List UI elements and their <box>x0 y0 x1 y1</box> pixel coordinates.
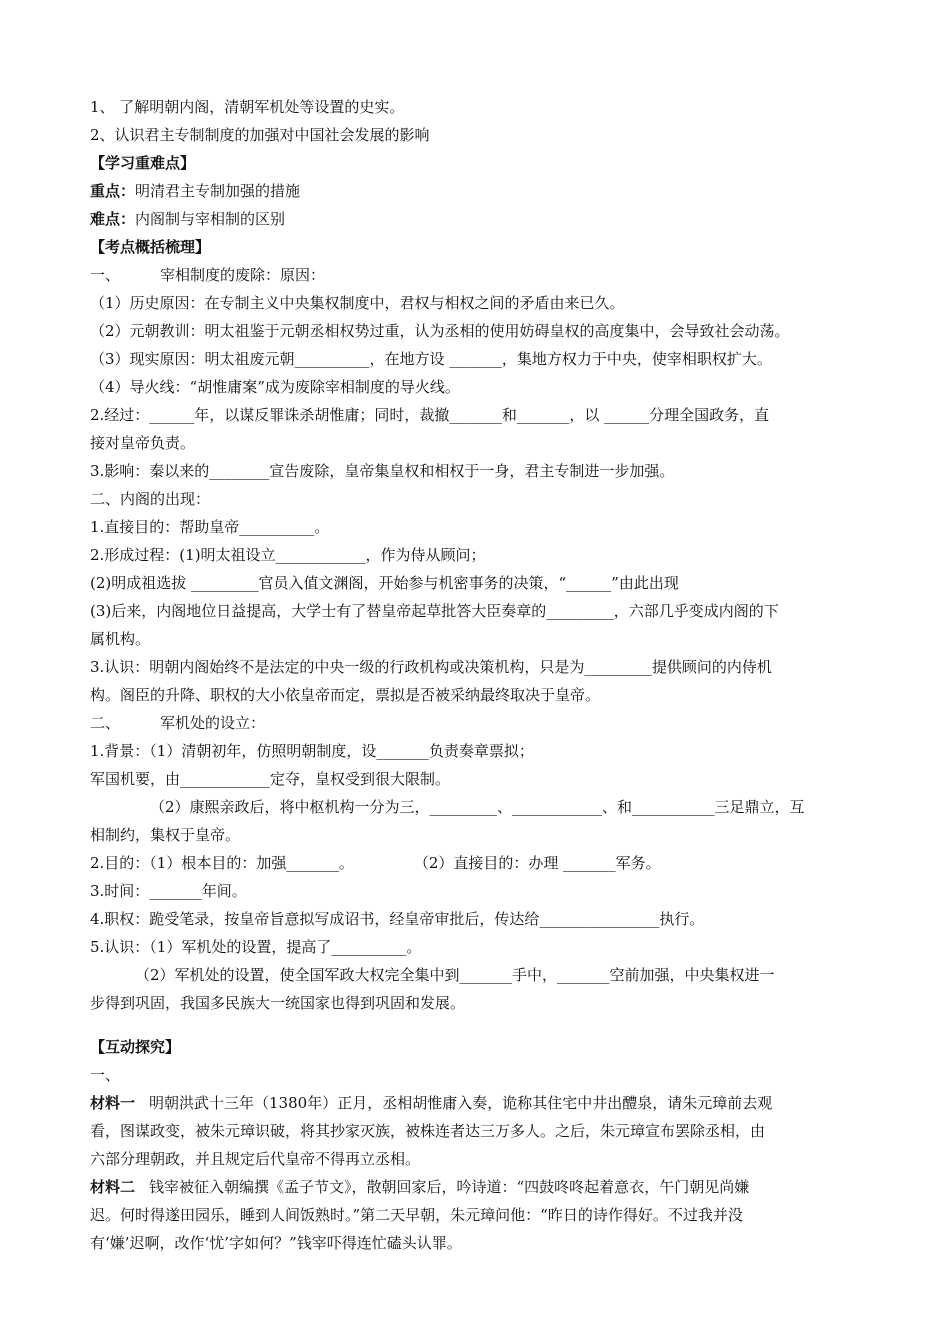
council-purpose-root: 2.目的：（1）根本目的：加强_______。 <box>90 854 354 872</box>
process-line-2: 接对皇帝负责。 <box>90 434 196 452</box>
key-points-heading: 【学习重难点】 <box>90 154 196 172</box>
objective-2: 2、认识君主专制制度的加强对中国社会发展的影响 <box>90 126 430 144</box>
focus-line <box>90 181 865 201</box>
reason-3: （3）现实原因：明太祖废元朝__________，在地方设 _______，集地方权力于中央，使宰相职权扩大。 <box>90 350 772 368</box>
material-1-line-3: 六部分理朝政，并且规定后代皇帝不得再立丞相。 <box>90 1150 421 1168</box>
process-line-1: 2.经过：______年，以谋反罪诛杀胡惟庸；同时，裁撤_______和_______，以 ______分理全国政务，直 <box>90 406 770 424</box>
council-purpose <box>90 853 865 873</box>
section-3-text: 军机处的设立： <box>160 714 266 732</box>
explore-number: 一、 <box>90 1066 121 1084</box>
section-1-text: 宰相制度的废除：原因： <box>160 266 326 284</box>
council-background-2: 军国机要，由____________定夺，皇权受到很大限制。 <box>90 770 451 788</box>
material-2-label: 材料二 <box>90 1178 136 1196</box>
council-understanding-2a: （2）军机处的设置，使全国军政大权完全集中到_______手中，_______空前加强，中央集权进一 <box>135 966 775 984</box>
material-1-line-2: 看，图谋政变，被朱元璋识破，将其抄家灭族，被株连者达三万多人。之后，朱元璋宣布罢除丞相，由 <box>90 1122 766 1140</box>
review-heading: 【考点概括梳理】 <box>90 238 211 256</box>
section-3-title <box>90 713 865 733</box>
council-understanding-2b: 步得到巩固，我国多民族大一统国家也得到巩固和发展。 <box>90 994 466 1012</box>
cabinet-formation-3a: (3)后来，内阁地位日益提高，大学士有了替皇帝起草批答大臣奏章的_________，六部几乎变成内阁的下 <box>90 602 779 620</box>
focus-text: 明清君主专制加强的措施 <box>135 182 301 200</box>
council-purpose-direct: （2）直接目的：办理 _______军务。 <box>413 854 661 872</box>
impact-line: 3.影响：秦以来的________宣告废除，皇帝集皇权和相权于一身，君主专制进一步加强。 <box>90 462 675 480</box>
explore-heading: 【互动探究】 <box>90 1038 181 1056</box>
material-2-text-1: 钱宰被征入朝编撰《孟子节文》，散朝回家后，吟诗道：“四鼓咚咚起着意衣，午门朝见尚嫌 <box>149 1178 750 1196</box>
difficulty-text: 内阁制与宰相制的区别 <box>135 210 286 228</box>
council-understanding-1: 5.认识：（1）军机处的设置，提高了__________。 <box>90 938 422 956</box>
material-2-line-2: 迟。何时得遂田园乐，睡到人间饭熟时。”第二天早朝，朱元璋问他：“昨日的诗作得好。不过我并没 <box>90 1206 743 1224</box>
reason-1: （1）历史原因：在专制主义中央集权制度中，君权与相权之间的矛盾由来已久。 <box>90 294 625 312</box>
material-1-label: 材料一 <box>90 1094 136 1112</box>
material-2-line-1 <box>90 1177 865 1197</box>
material-1-text-1: 明朝洪武十三年（1380年）正月，丞相胡惟庸入奏，诡称其住宅中井出醴泉，请朱元璋前去观 <box>149 1094 773 1112</box>
reason-4: （4）导火线：“胡惟庸案”成为废除宰相制度的导火线。 <box>90 378 460 396</box>
council-background-3b: 相制约，集权于皇帝。 <box>90 826 241 844</box>
section-2-title: 二、内阁的出现： <box>90 490 211 508</box>
material-1-line-1 <box>90 1093 865 1113</box>
difficulty-label: 难点： <box>90 210 136 228</box>
cabinet-formation-2: (2)明成祖选拔 _________官员入值文渊阁，开始参与机密事务的决策，“______”由此出现 <box>90 574 679 592</box>
focus-label: 重点： <box>90 182 136 200</box>
section-3-number: 二、 <box>90 714 121 732</box>
cabinet-formation-1: 2.形成过程：(1)明太祖设立____________，作为侍从顾问； <box>90 546 486 564</box>
cabinet-formation-3b: 属机构。 <box>90 630 151 648</box>
council-background-3a: （2）康熙亲政后，将中枢机构一分为三，_________、____________、和___________三足鼎立，互 <box>150 798 805 816</box>
difficulty-line <box>90 209 865 229</box>
reason-2: （2）元朝教训：明太祖鉴于元朝丞相权势过重，认为丞相的使用妨碍皇权的高度集中，会导致社会动荡。 <box>90 322 790 340</box>
cabinet-purpose: 1.直接目的：帮助皇帝__________。 <box>90 518 330 536</box>
section-1-title <box>90 265 865 285</box>
cabinet-understanding-b: 构。阁臣的升降、职权的大小依皇帝而定，票拟是否被采纳最终取决于皇帝。 <box>90 686 601 704</box>
council-time: 3.时间：_______年间。 <box>90 882 247 900</box>
cabinet-understanding-a: 3.认识：明朝内阁始终不是法定的中央一级的行政机构或决策机构，只是为_________提供顾问的内侍机 <box>90 658 772 676</box>
material-2-line-3: 有‘嫌’迟啊，改作‘忧’字如何？”钱宰吓得连忙磕头认罪。 <box>90 1234 462 1252</box>
objective-1: 1、 了解明朝内阁，清朝军机处等设置的史实。 <box>90 98 405 116</box>
council-duties: 4.职权：跪受笔录，按皇帝旨意拟写成诏书，经皇帝审批后，传达给________________执行。 <box>90 910 705 928</box>
section-1-number: 一、 <box>90 266 121 284</box>
council-background-1: 1.背景：（1）清朝初年，仿照明朝制度，设_______负责奏章票拟； <box>90 742 534 760</box>
